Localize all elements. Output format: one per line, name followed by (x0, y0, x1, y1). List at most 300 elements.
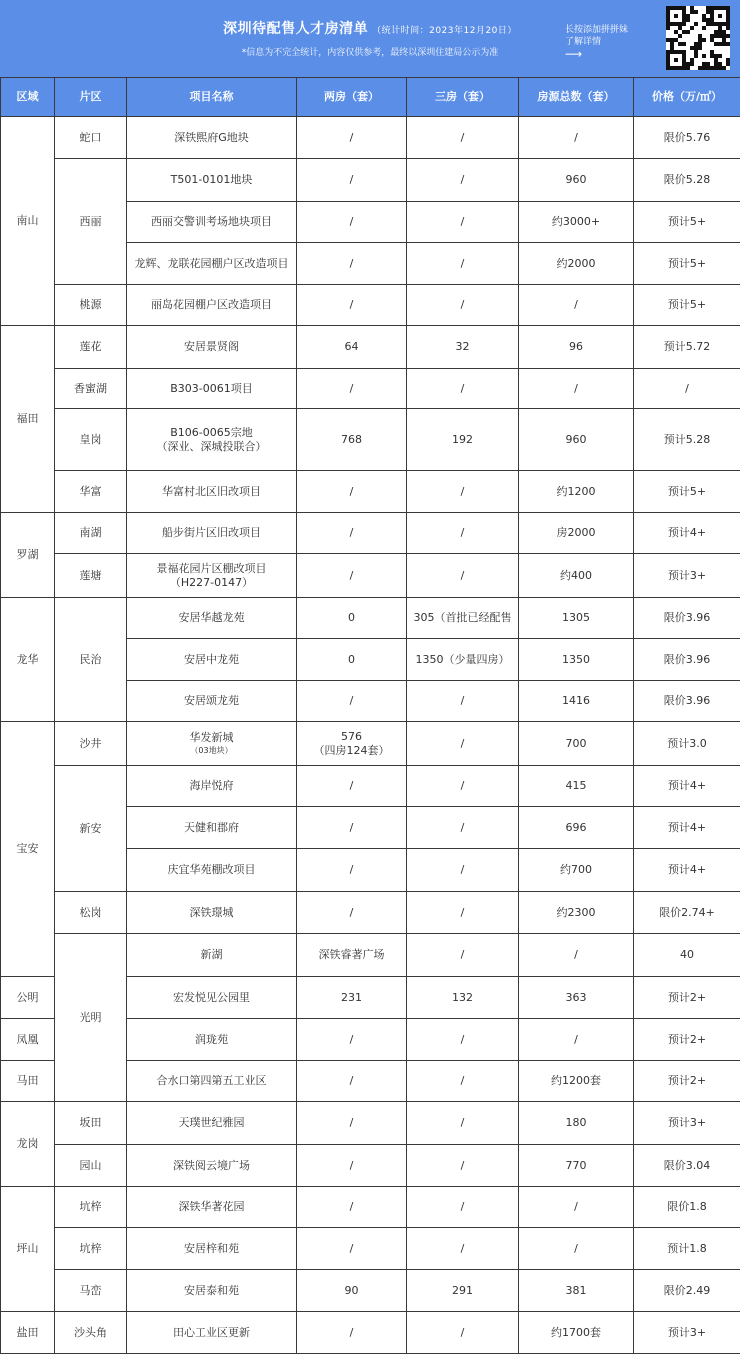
total-cell (519, 369, 634, 409)
three-room-cell (407, 285, 519, 326)
project-name: 宏发悦见公园里 (129, 991, 294, 1005)
three-room-value: 291 (452, 1284, 473, 1297)
table-row (1, 1228, 740, 1270)
total-value: / (574, 1033, 578, 1046)
project-cell (127, 1187, 297, 1228)
price-cell (634, 513, 740, 554)
area-cell (1, 977, 55, 1019)
housing-table (0, 77, 740, 1354)
district-label: 罗湖 (17, 548, 39, 561)
area-cell (55, 471, 127, 513)
total-value: 约1700套 (551, 1326, 601, 1339)
two-room-cell (297, 1312, 407, 1354)
three-room-value: / (461, 737, 465, 750)
three-room-value: / (461, 1326, 465, 1339)
stat-date: （统计时间：2023年12月20日） (372, 26, 517, 36)
district-cell (1, 1187, 55, 1312)
project-name: 深铁华著花园 (129, 1200, 294, 1214)
price-cell (634, 1102, 740, 1145)
total-cell (519, 513, 634, 554)
area-cell (55, 1145, 127, 1187)
table-body (1, 117, 740, 1354)
project-name: 安居中龙苑 (129, 653, 294, 667)
price-cell (634, 243, 740, 285)
project-name: 深铁睿著广场 (299, 948, 404, 962)
table-row (1, 722, 740, 766)
two-room-value: / (299, 131, 404, 145)
two-room-value: 576 (299, 730, 404, 744)
project-name: 景福花园片区棚改项目 (129, 562, 294, 576)
area-label: 莲塘 (80, 569, 102, 582)
price-cell (634, 1145, 740, 1187)
price-cell (634, 159, 740, 202)
three-room-value: / (461, 1074, 465, 1087)
total-cell (519, 977, 634, 1019)
two-room-cell (297, 1061, 407, 1102)
two-room-value: / (299, 1326, 404, 1340)
total-value: 约2300 (557, 906, 596, 919)
project-name: T501-0101地块 (129, 173, 294, 187)
three-room-value: 132 (452, 991, 473, 1004)
three-room-value: 305（首批已经配售 (414, 611, 512, 624)
total-value: 415 (566, 779, 587, 792)
two-room-value: / (299, 863, 404, 877)
three-room-value: 192 (452, 433, 473, 446)
total-cell (519, 1228, 634, 1270)
price-cell (634, 1187, 740, 1228)
arrow-right-icon: ⟶ (565, 48, 655, 60)
area-cell (55, 1187, 127, 1228)
area-cell (55, 1228, 127, 1270)
two-room-cell (297, 892, 407, 934)
total-value: 约1200套 (551, 1074, 601, 1087)
price-value: 预计2+ (668, 991, 706, 1004)
total-value: / (574, 1242, 578, 1255)
project-cell (127, 117, 297, 159)
area-label: 西丽 (80, 215, 102, 228)
two-room-value: 90 (299, 1284, 404, 1298)
three-room-cell (407, 849, 519, 892)
area-cell (55, 1102, 127, 1145)
project-cell (127, 554, 297, 598)
total-cell (519, 243, 634, 285)
total-value: 960 (566, 173, 587, 186)
district-label: 福田 (17, 412, 39, 425)
price-cell (634, 1312, 740, 1354)
district-cell (1, 1312, 55, 1354)
area-label: 松岗 (80, 906, 102, 919)
area-label: 皇岗 (80, 433, 102, 446)
three-room-cell (407, 807, 519, 849)
three-room-cell (407, 681, 519, 722)
project-cell (127, 471, 297, 513)
area-label: 园山 (80, 1159, 102, 1172)
two-room-cell (297, 1270, 407, 1312)
area-cell (55, 159, 127, 285)
project-name-detail: （H227-0147） (129, 576, 294, 590)
total-cell (519, 639, 634, 681)
price-value: 预计4+ (668, 779, 706, 792)
project-name: 田心工业区更新 (129, 1326, 294, 1340)
two-room-cell (297, 409, 407, 471)
project-cell (127, 202, 297, 243)
price-cell (634, 1019, 740, 1061)
price-value: 预计4+ (668, 526, 706, 539)
table-row (1, 471, 740, 513)
price-value: 限价2.74+ (659, 906, 715, 919)
total-value: 约2000 (557, 257, 596, 270)
table-row (1, 159, 740, 202)
table-row (1, 1102, 740, 1145)
price-cell (634, 639, 740, 681)
project-cell (127, 1270, 297, 1312)
project-cell (127, 243, 297, 285)
three-room-value: / (461, 131, 465, 144)
price-cell (634, 409, 740, 471)
table-row (1, 117, 740, 159)
price-cell (634, 722, 740, 766)
project-cell (127, 1019, 297, 1061)
total-value: 房2000 (557, 526, 596, 539)
price-cell (634, 598, 740, 639)
project-name: 深铁熙府G地块 (129, 131, 294, 145)
two-room-cell (297, 117, 407, 159)
project-cell (127, 977, 297, 1019)
price-value: 限价1.8 (667, 1200, 707, 1213)
price-value: 限价2.49 (664, 1284, 711, 1297)
three-room-value: / (461, 1033, 465, 1046)
project-name: 天健和郡府 (129, 821, 294, 835)
price-cell (634, 977, 740, 1019)
district-label: 宝安 (17, 842, 39, 855)
price-cell (634, 849, 740, 892)
table-row (1, 409, 740, 471)
project-cell (127, 513, 297, 554)
project-name: 安居颂龙苑 (129, 694, 294, 708)
area-label: 马田 (17, 1074, 39, 1087)
price-cell (634, 202, 740, 243)
district-label: 龙华 (17, 653, 39, 666)
total-value: 770 (566, 1159, 587, 1172)
area-label: 南湖 (80, 526, 102, 539)
project-cell (127, 598, 297, 639)
three-room-value: / (461, 526, 465, 539)
two-room-value: / (299, 1159, 404, 1173)
total-cell (519, 892, 634, 934)
total-value: 约1200 (557, 485, 596, 498)
area-cell (55, 117, 127, 159)
total-cell (519, 1102, 634, 1145)
table-row (1, 513, 740, 554)
table-row (1, 1187, 740, 1228)
total-value: 1305 (562, 611, 590, 624)
project-name: B303-0061项目 (129, 382, 294, 396)
project-cell (127, 369, 297, 409)
three-room-value: / (461, 215, 465, 228)
two-room-cell (297, 1228, 407, 1270)
project-name: 深铁阅云境广场 (129, 1159, 294, 1173)
area-label: 民治 (80, 653, 102, 666)
two-room-cell (297, 1019, 407, 1061)
district-label: 光明 (80, 1011, 102, 1024)
table-row (1, 766, 740, 807)
total-value: 1350 (562, 653, 590, 666)
two-room-value: 231 (299, 991, 404, 1005)
area-cell (55, 513, 127, 554)
total-cell (519, 409, 634, 471)
table-row (1, 1270, 740, 1312)
three-room-value: / (461, 906, 465, 919)
three-room-cell (407, 1102, 519, 1145)
price-cell (634, 1061, 740, 1102)
two-room-cell (297, 681, 407, 722)
total-cell (519, 1270, 634, 1312)
two-room-value: 0 (299, 653, 404, 667)
total-cell (519, 1019, 634, 1061)
table-row (1, 1312, 740, 1354)
two-room-value: / (299, 1242, 404, 1256)
three-room-cell (407, 639, 519, 681)
two-room-cell (297, 977, 407, 1019)
area-label: 华富 (80, 485, 102, 498)
area-cell (55, 766, 127, 892)
two-room-cell (297, 202, 407, 243)
three-room-cell (407, 369, 519, 409)
project-name: 安居泰和苑 (129, 1284, 294, 1298)
price-value: 预计5+ (668, 485, 706, 498)
three-room-cell (407, 409, 519, 471)
total-value: 381 (566, 1284, 587, 1297)
three-room-value: / (461, 569, 465, 582)
two-room-cell (297, 1145, 407, 1187)
area-label: 新安 (80, 822, 102, 835)
three-room-value: / (461, 694, 465, 707)
price-value: 预计5+ (668, 298, 706, 311)
two-room-cell (297, 243, 407, 285)
three-room-value: / (461, 1116, 465, 1129)
three-room-cell (407, 326, 519, 369)
project-cell (127, 639, 297, 681)
two-room-value: / (299, 382, 404, 396)
area-cell (55, 722, 127, 766)
total-value: 363 (566, 991, 587, 1004)
project-cell (127, 326, 297, 369)
price-value: 预计2+ (668, 1074, 706, 1087)
total-cell (519, 554, 634, 598)
total-value: 96 (569, 340, 583, 353)
two-room-cell (297, 326, 407, 369)
project-cell (127, 849, 297, 892)
table-row (1, 934, 740, 977)
project-cell (127, 409, 297, 471)
qr-caption-line2: 了解详情 (565, 37, 601, 47)
col-project-header: 项目名称 (127, 78, 297, 117)
price-value: 预计3+ (668, 569, 706, 582)
price-value: 限价5.28 (664, 173, 711, 186)
area-cell (55, 892, 127, 934)
two-room-value: / (299, 526, 404, 540)
area-label: 凤凰 (17, 1033, 39, 1046)
two-room-cell (297, 513, 407, 554)
price-value: 限价3.96 (664, 611, 711, 624)
two-room-value: / (299, 906, 404, 920)
project-cell (127, 807, 297, 849)
two-room-value: / (299, 1033, 404, 1047)
three-room-cell (407, 1019, 519, 1061)
project-cell (127, 1228, 297, 1270)
project-name: 船步街片区旧改项目 (129, 526, 294, 540)
two-room-cell (297, 598, 407, 639)
area-cell (127, 934, 297, 977)
three-room-cell (407, 1312, 519, 1354)
three-room-cell (407, 977, 519, 1019)
two-room-value: / (299, 173, 404, 187)
project-name-note: （03地块） (129, 745, 294, 756)
two-room-cell (297, 807, 407, 849)
total-value: 180 (566, 1116, 587, 1129)
area-label: 马峦 (80, 1284, 102, 1297)
total-cell (519, 681, 634, 722)
two-room-cell (297, 285, 407, 326)
three-room-cell (519, 934, 634, 977)
three-room-value: / (461, 485, 465, 498)
two-room-cell (297, 1102, 407, 1145)
district-cell (1, 598, 55, 722)
two-room-value: / (299, 569, 404, 583)
three-room-cell (407, 722, 519, 766)
price-cell (634, 1228, 740, 1270)
page-header (0, 0, 740, 77)
qr-code-icon[interactable] (666, 6, 730, 70)
area-cell (55, 554, 127, 598)
price-cell (634, 766, 740, 807)
total-cell (519, 598, 634, 639)
table-row (1, 326, 740, 369)
table-row (1, 1145, 740, 1187)
project-name: 西丽交警训考场地块项目 (129, 215, 294, 229)
two-room-note: （四房124套） (299, 744, 404, 758)
three-room-value: / (461, 863, 465, 876)
price-cell (634, 369, 740, 409)
project-name: 龙辉、龙联花园棚户区改造项目 (129, 257, 294, 271)
project-name: 安居景贤阁 (129, 340, 294, 354)
three-room-cell (407, 513, 519, 554)
price-cell (634, 1270, 740, 1312)
three-room-value: / (461, 257, 465, 270)
district-label: 坪山 (17, 1242, 39, 1255)
price-value: 预计5+ (668, 215, 706, 228)
two-room-cell (297, 722, 407, 766)
total-cell (519, 1312, 634, 1354)
three-room-cell (407, 554, 519, 598)
price-value: 预计2+ (668, 1033, 706, 1046)
total-cell (519, 1187, 634, 1228)
district-cell (1, 1102, 55, 1187)
district-cell (55, 934, 127, 1102)
district-label: 龙岗 (17, 1137, 39, 1150)
price-cell (634, 471, 740, 513)
three-room-cell (407, 471, 519, 513)
two-room-value: / (299, 694, 404, 708)
three-room-cell (407, 1270, 519, 1312)
project-cell (127, 1102, 297, 1145)
area-label: 沙头角 (74, 1326, 107, 1339)
area-label: 桃源 (80, 298, 102, 311)
project-name-detail: （深业、深城投联合） (129, 440, 294, 454)
two-room-cell (297, 369, 407, 409)
total-value: 约700 (560, 863, 592, 876)
two-room-cell (297, 159, 407, 202)
price-cell (634, 807, 740, 849)
three-room-value: / (461, 779, 465, 792)
two-room-value: 768 (299, 433, 404, 447)
three-room-value: / (461, 382, 465, 395)
price-value: / (685, 382, 689, 395)
total-value: / (574, 131, 578, 144)
two-room-cell (297, 639, 407, 681)
total-cell (519, 117, 634, 159)
three-room-cell (407, 1187, 519, 1228)
price-value: 预计4+ (668, 821, 706, 834)
total-value: 40 (680, 948, 694, 961)
three-room-cell (407, 243, 519, 285)
project-name: 庆宜华苑棚改项目 (129, 863, 294, 877)
project-cell (127, 722, 297, 766)
total-value: 约400 (560, 569, 592, 582)
three-room-cell (407, 892, 519, 934)
table-header-row (1, 78, 740, 117)
area-label: 公明 (17, 991, 39, 1004)
project-name: 海岸悦府 (129, 779, 294, 793)
area-cell (55, 409, 127, 471)
price-cell (634, 117, 740, 159)
area-cell (1, 1061, 55, 1102)
district-cell (1, 722, 55, 977)
area-label: 坑梓 (80, 1242, 102, 1255)
total-cell (519, 766, 634, 807)
project-name: 合水口第四第五工业区 (129, 1074, 294, 1088)
district-label: 盐田 (17, 1326, 39, 1339)
district-cell (1, 326, 55, 513)
total-value: / (574, 1200, 578, 1213)
area-label: 坂田 (80, 1116, 102, 1129)
total-value: 约3000+ (552, 215, 600, 228)
price-cell (634, 326, 740, 369)
table-row (1, 892, 740, 934)
price-value: 限价3.96 (664, 694, 711, 707)
project-name: 华发新城 (129, 731, 294, 745)
price-value: 限价3.96 (664, 653, 711, 666)
col-price-header: 价格（万/㎡） (634, 78, 740, 117)
two-room-value: / (299, 215, 404, 229)
two-room-cell (297, 554, 407, 598)
project-name: 安居梓和苑 (129, 1242, 294, 1256)
area-label: 坑梓 (80, 1200, 102, 1213)
total-cell (519, 722, 634, 766)
two-room-value: / (299, 1116, 404, 1130)
three-room-value: 1350（少量四房） (416, 653, 510, 666)
table-row (1, 554, 740, 598)
table-row (1, 598, 740, 639)
price-value: 预计4+ (668, 863, 706, 876)
two-room-value: / (299, 821, 404, 835)
total-value: 1416 (562, 694, 590, 707)
three-room-value: / (461, 1159, 465, 1172)
price-cell (634, 681, 740, 722)
two-room-value: / (409, 948, 516, 962)
project-name: 丽岛花园棚户区改造项目 (129, 298, 294, 312)
three-room-value: / (461, 298, 465, 311)
